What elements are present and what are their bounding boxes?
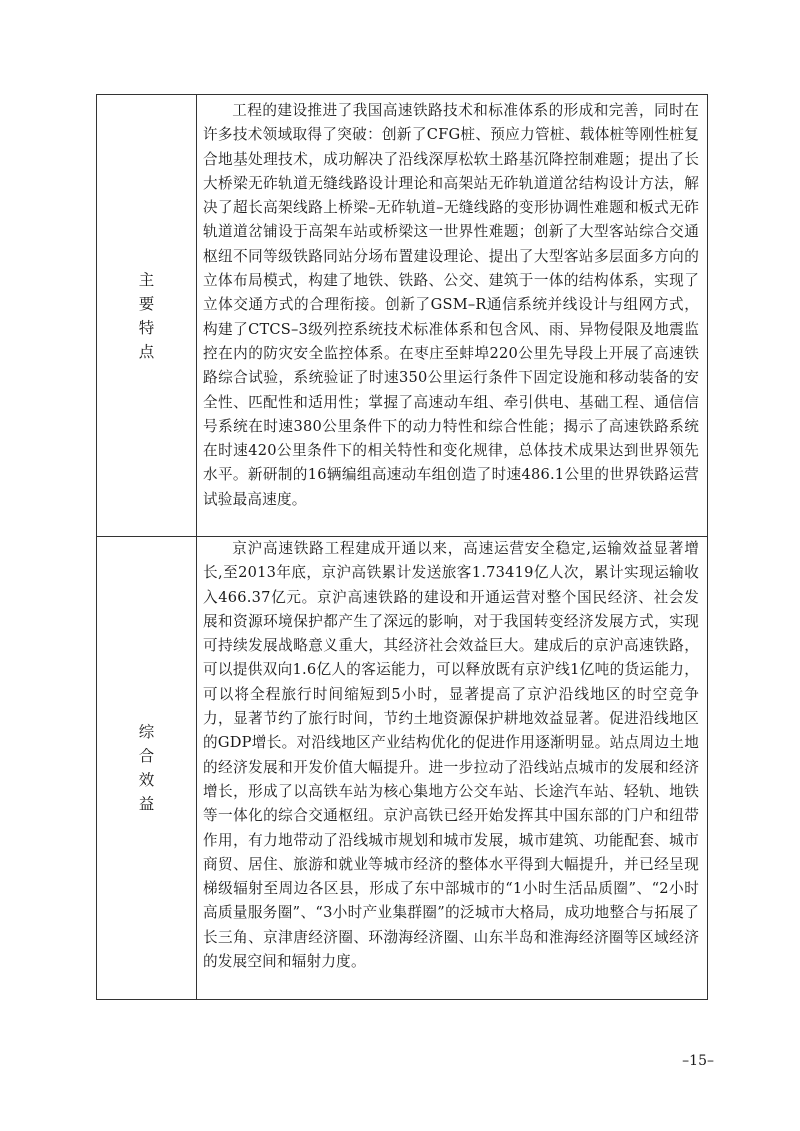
label-char: 点 [138,342,155,361]
row-label-main-features [97,268,196,364]
label-char: 要 [138,294,155,313]
label-char: 合 [138,746,155,765]
content-table [96,94,708,1000]
label-char: 主 [138,270,155,289]
row-content-cell [197,95,707,536]
table-row-comprehensive-benefits [97,536,707,999]
comprehensive-benefits-text: 京沪高速铁路工程建成开通以来，高速运营安全稳定,运输效益显著增长,至2013年底，京沪高铁累计发送旅客1.73419亿人次，累计实现运输收入466.37亿元。京沪高速铁路的建设和开通运营对整个国民经济、社会发展和资源环境保护都产生了深远的影响，对于我国转变经济发展方式，实现可持续发展战略意义重大，其经济社会效益巨大。建成后的京沪高速铁路，可以提供双向1.6亿人的客运能力，可以释放既有京沪线1亿吨的货运能力，可以将全程旅行时间缩短到5小时，显著提高了京沪沿线地区的时空竞争力，显著节约了旅行时间，节约土地资源保护耕地效益显著。促进沿线地区的GDP增长。对沿线地区产业结构优化的促进作用逐渐明显。站点周边土地的经济发展和开发价值大幅提升。进一步拉动了沿线站点城市的发展和经济增长，形成了以高铁车站为核心集地方公交车站、长途汽车站、轻轨、地铁等一体化的综合交通枢纽。京沪高铁已经开始发挥其中国东部的门户和纽带作用，有力地带动了沿线城市规划和城市发展，城市建筑、功能配套、城市商贸、居住、旅游和就业等城市经济的整体水平得到大幅提升，并已经呈现梯级辐射至周边各区县，形成了东中部城市的“1小时生活品质圈”、“2小时高质量服务圈”、“3小时产业集群圈”的泛城市大格局，成功地整合与拓展了长三角、京津唐经济圈、环渤海经济圈、山东半岛和淮海经济圈等区域经济的发展空间和辐射力度。 [203,540,699,971]
label-char: 综 [138,722,155,741]
label-char: 特 [138,318,155,337]
row-content-cell [197,536,707,999]
main-features-text: 工程的建设推进了我国高速铁路技术和标准体系的形成和完善，同时在许多技术领域取得了突破：创新了CFG桩、预应力管桩、载体桩等刚性桩复合地基处理技术，成功解决了沿线深厚松软土路基沉降控制难题；提出了长大桥梁无砟轨道无缝线路设计理论和高架站无砟轨道道岔结构设计方法，解决了超长高架线路上桥梁–无砟轨道–无缝线路的变形协调性难题和板式无砟轨道道岔铺设于高架车站或桥梁这一世界性难题；创新了大型客站综合交通枢纽不同等级铁路同站分场布置建设理论、提出了大型客站多层面多方向的立体布局模式，构建了地铁、铁路、公交、建筑于一体的结构体系，实现了立体交通方式的合理衔接。创新了GSM–R通信系统并线设计与组网方式，构建了CTCS–3级列控系统技术标准体系和包含风、雨、异物侵限及地震监控在内的防灾安全监控体系。在枣庄至蚌埠220公里先导段上开展了高速铁路综合试验，系统验证了时速350公里运行条件下固定设施和移动装备的安全性、匹配性和适用性；掌握了高速动车组、牵引供电、基础工程、通信信号系统在时速380公里条件下的动力特性和综合性能；揭示了高速铁路系统在时速420公里条件下的相关特性和变化规律，总体技术成果达到世界领先水平。新研制的16辆编组高速动车组创造了时速486.1公里的世界铁路运营试验最高速度。 [203,102,699,508]
label-char: 效 [138,770,155,789]
page-number: –15– [682,1053,714,1069]
label-char: 益 [138,794,155,813]
row-label-cell [97,536,197,999]
table-row-main-features [97,95,707,537]
row-label-cell [97,95,197,536]
row-label-comprehensive-benefits [97,720,196,816]
